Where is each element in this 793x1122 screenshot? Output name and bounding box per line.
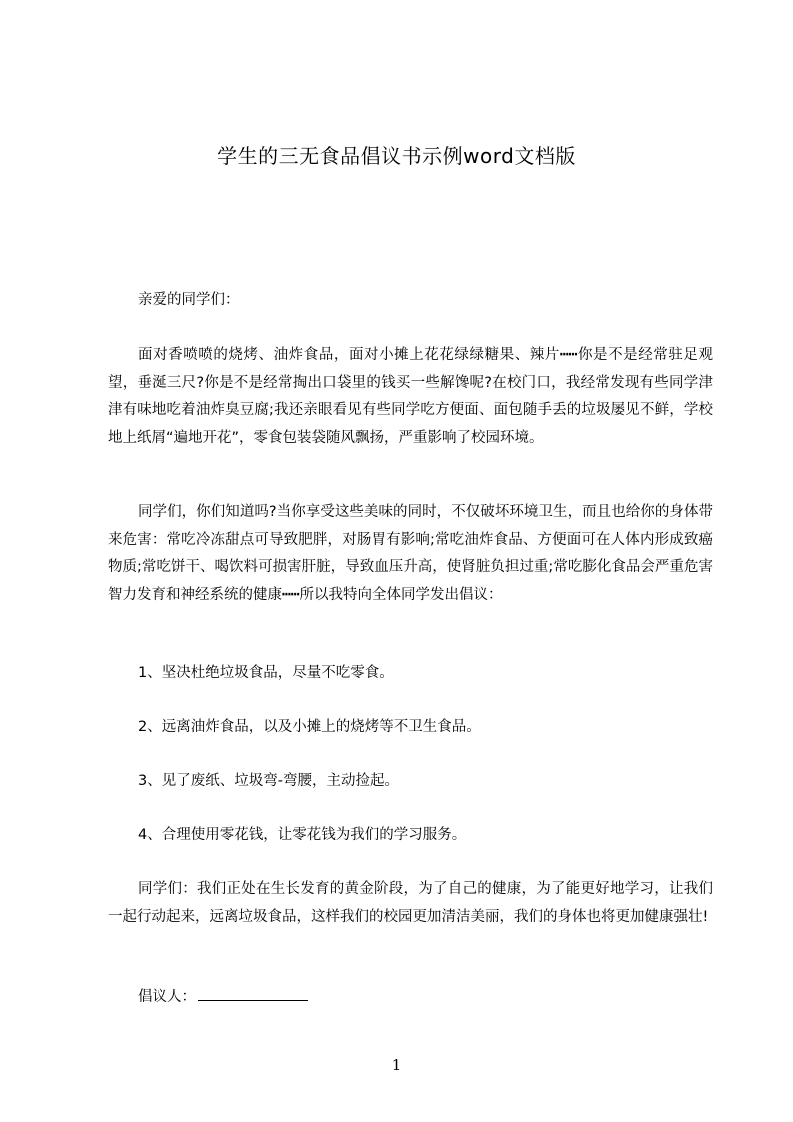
proposal-item-3: 3、见了废纸、垃圾弯-弯腰，主动捡起。 (138, 773, 399, 789)
signer-line (108, 984, 713, 1012)
proposal-item-4: 4、合理使用零花钱，让零花钱为我们的学习服务。 (138, 827, 467, 843)
page-number: 1 (391, 1056, 402, 1074)
paragraph-2: 同学们，你们知道吗?当你享受这些美味的同时，不仅破坏环境卫生，而且也给你的身体带来危害：常吃冷冻甜点可导致肥胖，对肠胃有影响;常吃油炸食品、方便面可在人体内形成致癌物质;常吃饼干、喝饮料可损害肝脏，导致血压升高，使肾脏负担过重;常吃膨化食品会严重危害智力发育和神经系统的健康┅┅所以我特向全体同学发出倡议： (108, 504, 713, 603)
greeting: 亲爱的同学们： (138, 292, 240, 308)
document-title: 学生的三无食品倡议书示例word文档版 (217, 144, 576, 168)
paragraph-3: 同学们：我们正处在生长发育的黄金阶段，为了自己的健康，为了能更好地学习，让我们一起行动起来，远离垃圾食品，这样我们的校园更加清洁美丽，我们的身体也将更加健康强壮! (108, 881, 713, 925)
proposal-item-2: 2、远离油炸食品，以及小摊上的烧烤等不卫生食品。 (138, 719, 481, 735)
paragraph-1: 面对香喷喷的烧烤、油炸食品，面对小摊上花花绿绿糖果、辣片┅┅你是不是经常驻足观望，垂涎三尺?你是不是经常掏出口袋里的钱买一些解馋呢?在校门口，我经常发现有些同学津津有味地吃着油炸臭豆腐;我还亲眼看见有些同学吃方便面、面包随手丢的垃圾屡见不鲜，学校地上纸屑“遍地开花”，零食包装袋随风飘扬，严重影响了校园环境。 (108, 347, 713, 446)
signer-label: 倡议人： (138, 989, 196, 1005)
proposal-item-1: 1、坚决杜绝垃圾食品，尽量不吃零食。 (138, 665, 394, 681)
signature-blank (198, 986, 308, 1001)
